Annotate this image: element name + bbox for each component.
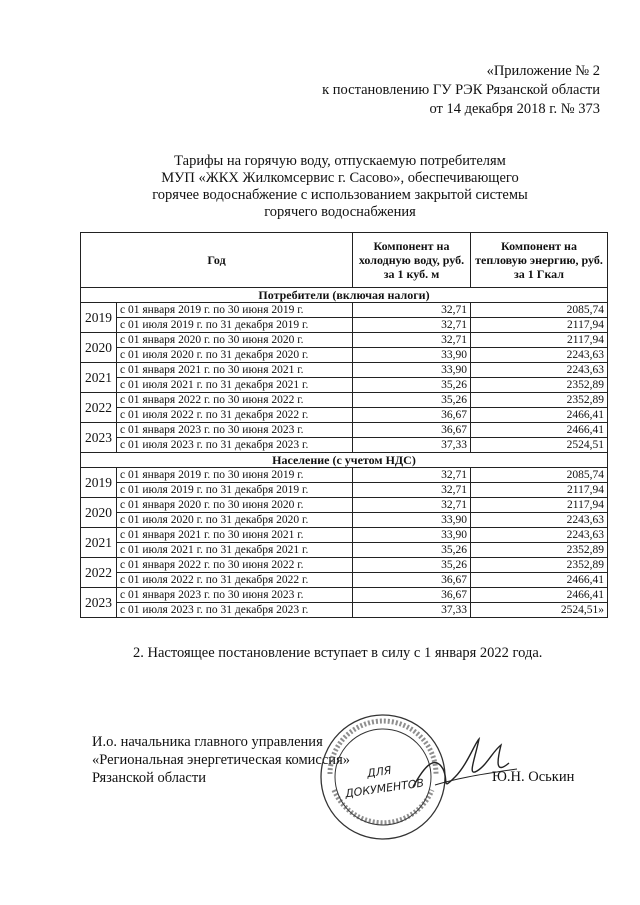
year-cell: 2023: [81, 423, 117, 453]
period-cell: с 01 июля 2022 г. по 31 декабря 2022 г.: [117, 573, 353, 588]
table-row: [81, 363, 608, 378]
title-line-3: горячее водоснабжение с использованием закрытой системы: [152, 187, 528, 203]
period-cell: с 01 июля 2019 г. по 31 декабря 2019 г.: [117, 318, 353, 333]
period-cell: с 01 января 2022 г. по 30 июня 2022 г.: [117, 393, 353, 408]
cold-water-value: 32,71: [353, 483, 471, 498]
section-title: Потребители (включая налоги): [81, 288, 608, 303]
table-row: [81, 558, 608, 573]
heat-energy-value: 2243,63: [471, 528, 608, 543]
heat-energy-value: 2243,63: [471, 363, 608, 378]
cold-water-value: 33,90: [353, 348, 471, 363]
appendix-line-2: к постановлению ГУ РЭК Рязанской области: [322, 82, 600, 98]
appendix-header: [322, 62, 600, 119]
title-line-4: горячего водоснабжения: [264, 204, 416, 220]
heat-energy-value: 2243,63: [471, 348, 608, 363]
header-heat-energy: Компонент на тепловую энергию, руб. за 1 Гкал: [471, 233, 608, 288]
heat-energy-value: 2352,89: [471, 378, 608, 393]
signatory-line-3: Рязанской области: [92, 770, 206, 786]
appendix-line-1: «Приложение № 2: [486, 63, 600, 79]
header-cold-water: Компонент на холодную воду, руб. за 1 куб. м: [353, 233, 471, 288]
period-cell: с 01 января 2022 г. по 30 июня 2022 г.: [117, 558, 353, 573]
year-cell: 2019: [81, 468, 117, 498]
clause-2: 2. Настоящее постановление вступает в силу с 1 января 2022 года.: [133, 645, 543, 661]
cold-water-value: 32,71: [353, 333, 471, 348]
table-row: [81, 378, 608, 393]
heat-energy-value: 2352,89: [471, 543, 608, 558]
table-row: [81, 318, 608, 333]
period-cell: с 01 июля 2019 г. по 31 декабря 2019 г.: [117, 483, 353, 498]
section-row: [81, 453, 608, 468]
table-row: [81, 483, 608, 498]
table-header-row: [81, 233, 608, 288]
year-cell: 2023: [81, 588, 117, 618]
heat-energy-value: 2352,89: [471, 393, 608, 408]
year-cell: 2020: [81, 498, 117, 528]
heat-energy-value: 2466,41: [471, 423, 608, 438]
period-cell: с 01 января 2019 г. по 30 июня 2019 г.: [117, 468, 353, 483]
period-cell: с 01 июля 2021 г. по 31 декабря 2021 г.: [117, 543, 353, 558]
period-cell: с 01 января 2019 г. по 30 июня 2019 г.: [117, 303, 353, 318]
tariff-table: [80, 232, 608, 618]
cold-water-value: 35,26: [353, 393, 471, 408]
heat-energy-value: 2466,41: [471, 588, 608, 603]
signatory-position: [92, 733, 350, 787]
table-row: [81, 303, 608, 318]
cold-water-value: 32,71: [353, 318, 471, 333]
period-cell: с 01 января 2020 г. по 30 июня 2020 г.: [117, 333, 353, 348]
heat-energy-value: 2243,63: [471, 513, 608, 528]
heat-energy-value: 2085,74: [471, 303, 608, 318]
table-row: [81, 603, 608, 618]
period-cell: с 01 июля 2022 г. по 31 декабря 2022 г.: [117, 408, 353, 423]
heat-energy-value: 2524,51»: [471, 603, 608, 618]
year-cell: 2021: [81, 528, 117, 558]
table-row: [81, 513, 608, 528]
section-title: Население (с учетом НДС): [81, 453, 608, 468]
heat-energy-value: 2117,94: [471, 483, 608, 498]
stamp-text-1: ДЛЯ: [366, 763, 393, 781]
document-title: [80, 153, 600, 221]
cold-water-value: 36,67: [353, 573, 471, 588]
heat-energy-value: 2117,94: [471, 333, 608, 348]
signatory-line-2: «Региональная энергетическая комиссия»: [92, 752, 350, 768]
cold-water-value: 36,67: [353, 408, 471, 423]
heat-energy-value: 2117,94: [471, 498, 608, 513]
table-row: [81, 333, 608, 348]
table-row: [81, 423, 608, 438]
period-cell: с 01 января 2023 г. по 30 июня 2023 г.: [117, 588, 353, 603]
period-cell: с 01 января 2021 г. по 30 июня 2021 г.: [117, 363, 353, 378]
signatory-line-1: И.о. начальника главного управления: [92, 734, 323, 750]
period-cell: с 01 января 2020 г. по 30 июня 2020 г.: [117, 498, 353, 513]
signatory-name: Ю.Н. Оськин: [492, 769, 575, 785]
cold-water-value: 36,67: [353, 423, 471, 438]
year-cell: 2019: [81, 303, 117, 333]
year-cell: 2022: [81, 558, 117, 588]
table-row: [81, 393, 608, 408]
period-cell: с 01 июля 2023 г. по 31 декабря 2023 г.: [117, 438, 353, 453]
table-row: [81, 348, 608, 363]
period-cell: с 01 июля 2020 г. по 31 декабря 2020 г.: [117, 513, 353, 528]
cold-water-value: 33,90: [353, 528, 471, 543]
table-row: [81, 528, 608, 543]
heat-energy-value: 2085,74: [471, 468, 608, 483]
period-cell: с 01 января 2021 г. по 30 июня 2021 г.: [117, 528, 353, 543]
appendix-line-3: от 14 декабря 2018 г. № 373: [429, 101, 600, 117]
period-cell: с 01 июля 2023 г. по 31 декабря 2023 г.: [117, 603, 353, 618]
cold-water-value: 36,67: [353, 588, 471, 603]
cold-water-value: 35,26: [353, 558, 471, 573]
year-cell: 2021: [81, 363, 117, 393]
table-row: [81, 573, 608, 588]
header-year: Год: [81, 233, 353, 288]
table-row: [81, 438, 608, 453]
cold-water-value: 37,33: [353, 438, 471, 453]
cold-water-value: 32,71: [353, 468, 471, 483]
heat-energy-value: 2524,51: [471, 438, 608, 453]
cold-water-value: 35,26: [353, 543, 471, 558]
heat-energy-value: 2117,94: [471, 318, 608, 333]
section-row: [81, 288, 608, 303]
period-cell: с 01 января 2023 г. по 30 июня 2023 г.: [117, 423, 353, 438]
period-cell: с 01 июля 2021 г. по 31 декабря 2021 г.: [117, 378, 353, 393]
cold-water-value: 32,71: [353, 303, 471, 318]
handwritten-signature: [405, 725, 525, 805]
table-row: [81, 588, 608, 603]
period-cell: с 01 июля 2020 г. по 31 декабря 2020 г.: [117, 348, 353, 363]
heat-energy-value: 2466,41: [471, 408, 608, 423]
cold-water-value: 33,90: [353, 363, 471, 378]
stamp-text-2: ДОКУМЕНТОВ: [344, 776, 425, 801]
year-cell: 2022: [81, 393, 117, 423]
heat-energy-value: 2466,41: [471, 573, 608, 588]
cold-water-value: 32,71: [353, 498, 471, 513]
heat-energy-value: 2352,89: [471, 558, 608, 573]
cold-water-value: 35,26: [353, 378, 471, 393]
table-row: [81, 468, 608, 483]
title-line-2: МУП «ЖКХ Жилкомсервис г. Сасово», обеспечивающего: [161, 170, 519, 186]
title-line-1: Тарифы на горячую воду, отпускаемую потребителям: [174, 153, 506, 169]
table-row: [81, 543, 608, 558]
cold-water-value: 33,90: [353, 513, 471, 528]
table-row: [81, 498, 608, 513]
year-cell: 2020: [81, 333, 117, 363]
table-row: [81, 408, 608, 423]
cold-water-value: 37,33: [353, 603, 471, 618]
